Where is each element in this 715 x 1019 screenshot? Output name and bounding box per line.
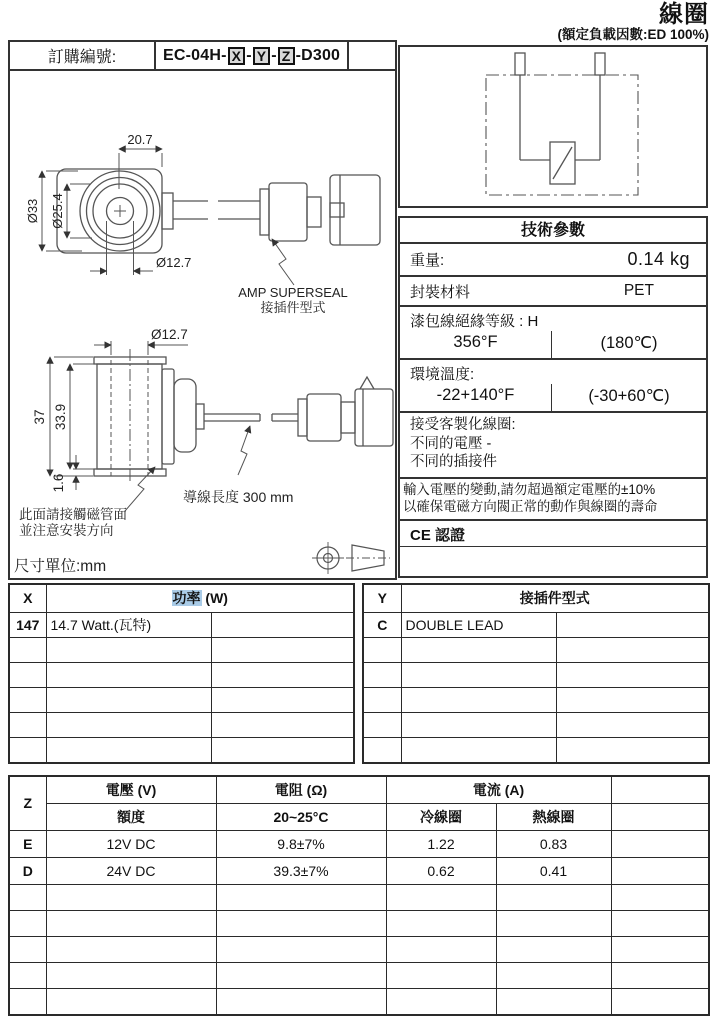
order-row-spacer — [349, 42, 395, 69]
table-cell — [556, 662, 709, 687]
z-cold-e: 1.22 — [386, 830, 496, 857]
front-view-labels — [25, 132, 348, 315]
table-cell — [9, 688, 46, 713]
table-cell — [401, 662, 556, 687]
table-cell — [9, 937, 46, 963]
table-cell — [9, 662, 46, 687]
table-cell — [401, 637, 556, 662]
dim-20-7: 20.7 — [127, 132, 153, 147]
table-cell — [611, 776, 709, 803]
y-connector-table — [362, 583, 710, 764]
table-cell — [496, 989, 611, 1015]
table-cell — [386, 963, 496, 989]
drawing-panel — [8, 40, 397, 580]
voltage-note-line2: 以確保電磁方向閥正常的動作與線圈的壽命 — [403, 499, 658, 515]
table-cell — [611, 857, 709, 884]
table-cell — [46, 637, 211, 662]
circuit-schematic-panel — [398, 45, 708, 208]
table-cell — [386, 911, 496, 937]
dim-o12-7-side: Ø12.7 — [151, 327, 188, 342]
front-view-geometry — [57, 169, 380, 253]
insulation-label: 漆包線絕緣等級 : H — [410, 313, 539, 330]
z-cold-d: 0.62 — [386, 857, 496, 884]
insulation-section — [400, 307, 706, 360]
table-cell — [9, 738, 46, 763]
table-cell — [46, 713, 211, 738]
order-code-y: Y — [253, 47, 271, 65]
table-cell — [611, 989, 709, 1015]
table-cell — [611, 884, 709, 910]
table-cell — [211, 637, 354, 662]
insulation-values — [400, 331, 706, 358]
table-cell — [9, 713, 46, 738]
table-cell — [611, 803, 709, 830]
dim-o12-7-front: Ø12.7 — [156, 255, 192, 270]
table-cell — [363, 713, 401, 738]
wire-length-label: 導線長度 300 mm — [183, 489, 294, 505]
table-cell — [9, 884, 46, 910]
order-code-z: Z — [278, 47, 295, 65]
dim-o25-4: Ø25.4 — [50, 193, 65, 229]
table-cell — [9, 637, 46, 662]
dim-1-6: 1.6 — [51, 473, 66, 493]
z-sub-hot: 熱線圈 — [496, 803, 611, 830]
units-label: 尺寸單位:mm — [14, 558, 107, 575]
tech-params-panel — [398, 216, 708, 578]
table-cell — [401, 688, 556, 713]
order-code-x: X — [228, 47, 246, 65]
insulation-celsius: (180℃) — [600, 334, 658, 352]
table-cell — [216, 937, 386, 963]
table-cell — [363, 637, 401, 662]
projection-symbol-icon — [312, 542, 390, 574]
z-voltage-e: 12V DC — [46, 830, 216, 857]
y-table-key: Y — [363, 584, 401, 612]
table-cell — [363, 662, 401, 687]
z-resistance-e: 9.8±7% — [216, 830, 386, 857]
table-cell — [46, 911, 216, 937]
table-cell — [556, 738, 709, 763]
voltage-note-section — [400, 479, 706, 521]
material-row — [400, 277, 706, 307]
table-cell — [46, 738, 211, 763]
x-table-key: X — [9, 584, 46, 612]
connector-type-label: 接插件型式 — [260, 300, 326, 315]
ambient-celsius: (-30+60℃) — [588, 387, 670, 405]
z-code-e: E — [9, 830, 46, 857]
table-cell — [556, 637, 709, 662]
dimension-drawing — [10, 69, 395, 577]
z-hot-d: 0.41 — [496, 857, 611, 884]
dim-o33: Ø33 — [25, 198, 40, 224]
z-col-resistance: 電阻 (Ω) — [216, 776, 386, 803]
order-number-row — [10, 42, 395, 71]
table-cell — [401, 713, 556, 738]
z-voltage-d: 24V DC — [46, 857, 216, 884]
page-subtitle: (額定負載因數:ED 100%) — [557, 27, 709, 43]
ambient-section — [400, 360, 706, 413]
table-cell — [211, 688, 354, 713]
z-resistance-d: 39.3±7% — [216, 857, 386, 884]
x-power-table — [8, 583, 355, 764]
z-col-voltage: 電壓 (V) — [46, 776, 216, 803]
z-row-e — [9, 830, 709, 857]
table-cell — [386, 937, 496, 963]
table-cell — [496, 963, 611, 989]
table-cell — [211, 713, 354, 738]
table-cell — [363, 688, 401, 713]
table-cell — [46, 989, 216, 1015]
custom-line3: 不同的插接件 — [410, 454, 497, 471]
table-cell — [556, 688, 709, 713]
connector-name-label: AMP SUPERSEAL — [238, 285, 348, 300]
coil-circuit-diagram — [400, 47, 706, 206]
order-number-label: 訂購編號: — [47, 49, 117, 66]
table-cell — [496, 937, 611, 963]
z-sub-rated: 額度 — [46, 803, 216, 830]
table-cell — [216, 884, 386, 910]
dim-37: 37 — [32, 409, 47, 425]
table-cell — [611, 830, 709, 857]
ce-certification: CE 認證 — [400, 521, 706, 547]
z-hot-e: 0.83 — [496, 830, 611, 857]
customization-section — [400, 413, 706, 479]
table-cell — [216, 989, 386, 1015]
insulation-fahrenheit: 356°F — [400, 331, 552, 358]
z-electrical-table — [8, 775, 710, 1016]
z-sub-cold: 冷線圈 — [386, 803, 496, 830]
table-cell — [46, 963, 216, 989]
table-cell — [46, 937, 216, 963]
table-cell — [386, 884, 496, 910]
side-view-dimensions — [50, 341, 250, 511]
table-cell — [211, 612, 354, 637]
table-cell — [46, 662, 211, 687]
x-value-147: 14.7 Watt.(瓦特) — [46, 612, 211, 637]
table-cell — [611, 911, 709, 937]
tech-params-title: 技術參數 — [400, 218, 706, 244]
page-header — [557, 2, 709, 42]
table-cell — [216, 911, 386, 937]
table-cell — [496, 911, 611, 937]
order-code-suffix: -D300 — [295, 46, 341, 64]
dim-33-9: 33.9 — [53, 403, 68, 431]
mount-note-line1: 此面請接觸磁管面 — [19, 507, 127, 522]
x-table-header — [46, 584, 354, 612]
custom-line2: 不同的電壓 - — [410, 435, 492, 452]
y-table-header: 接插件型式 — [401, 584, 709, 612]
table-cell — [46, 688, 211, 713]
power-header-unit: (W) — [201, 590, 228, 607]
weight-row — [400, 244, 706, 277]
table-cell — [9, 911, 46, 937]
power-header-highlight: 功率 — [172, 590, 201, 607]
table-cell — [211, 738, 354, 763]
table-cell — [401, 738, 556, 763]
z-code-d: D — [9, 857, 46, 884]
weight-value: 0.14 kg — [627, 249, 690, 269]
table-cell — [611, 963, 709, 989]
table-cell — [216, 963, 386, 989]
table-cell — [211, 662, 354, 687]
mount-note-line2: 並注意安裝方向 — [19, 523, 114, 538]
custom-line1: 接受客製化線圈: — [410, 417, 516, 433]
material-value: PET — [623, 282, 654, 299]
voltage-note-line1: 輸入電壓的變動,請勿超過額定電壓的±10% — [403, 481, 656, 497]
y-code-c: C — [363, 612, 401, 637]
order-number-code: EC-04H- X - Y - Z -D300 — [154, 42, 349, 69]
page-title: 線圈 — [659, 1, 709, 28]
table-cell — [496, 884, 611, 910]
weight-label: 重量: — [410, 252, 445, 269]
order-code-prefix: EC-04H- — [163, 46, 227, 64]
ambient-label: 環境溫度: — [410, 366, 475, 383]
y-value-c: DOUBLE LEAD — [401, 612, 556, 637]
table-cell — [363, 738, 401, 763]
table-cell — [386, 989, 496, 1015]
x-code-147: 147 — [9, 612, 46, 637]
ambient-fahrenheit: -22+140°F — [400, 384, 552, 411]
material-label: 封裝材料 — [410, 283, 471, 301]
z-table-key: Z — [9, 776, 46, 830]
table-cell — [9, 989, 46, 1015]
ambient-values — [400, 384, 706, 411]
z-row-d — [9, 857, 709, 884]
z-sub-temp: 20~25°C — [216, 803, 386, 830]
table-cell — [556, 612, 709, 637]
table-cell — [556, 713, 709, 738]
table-cell — [611, 937, 709, 963]
table-cell — [46, 884, 216, 910]
z-col-current: 電流 (A) — [386, 776, 611, 803]
table-cell — [9, 963, 46, 989]
